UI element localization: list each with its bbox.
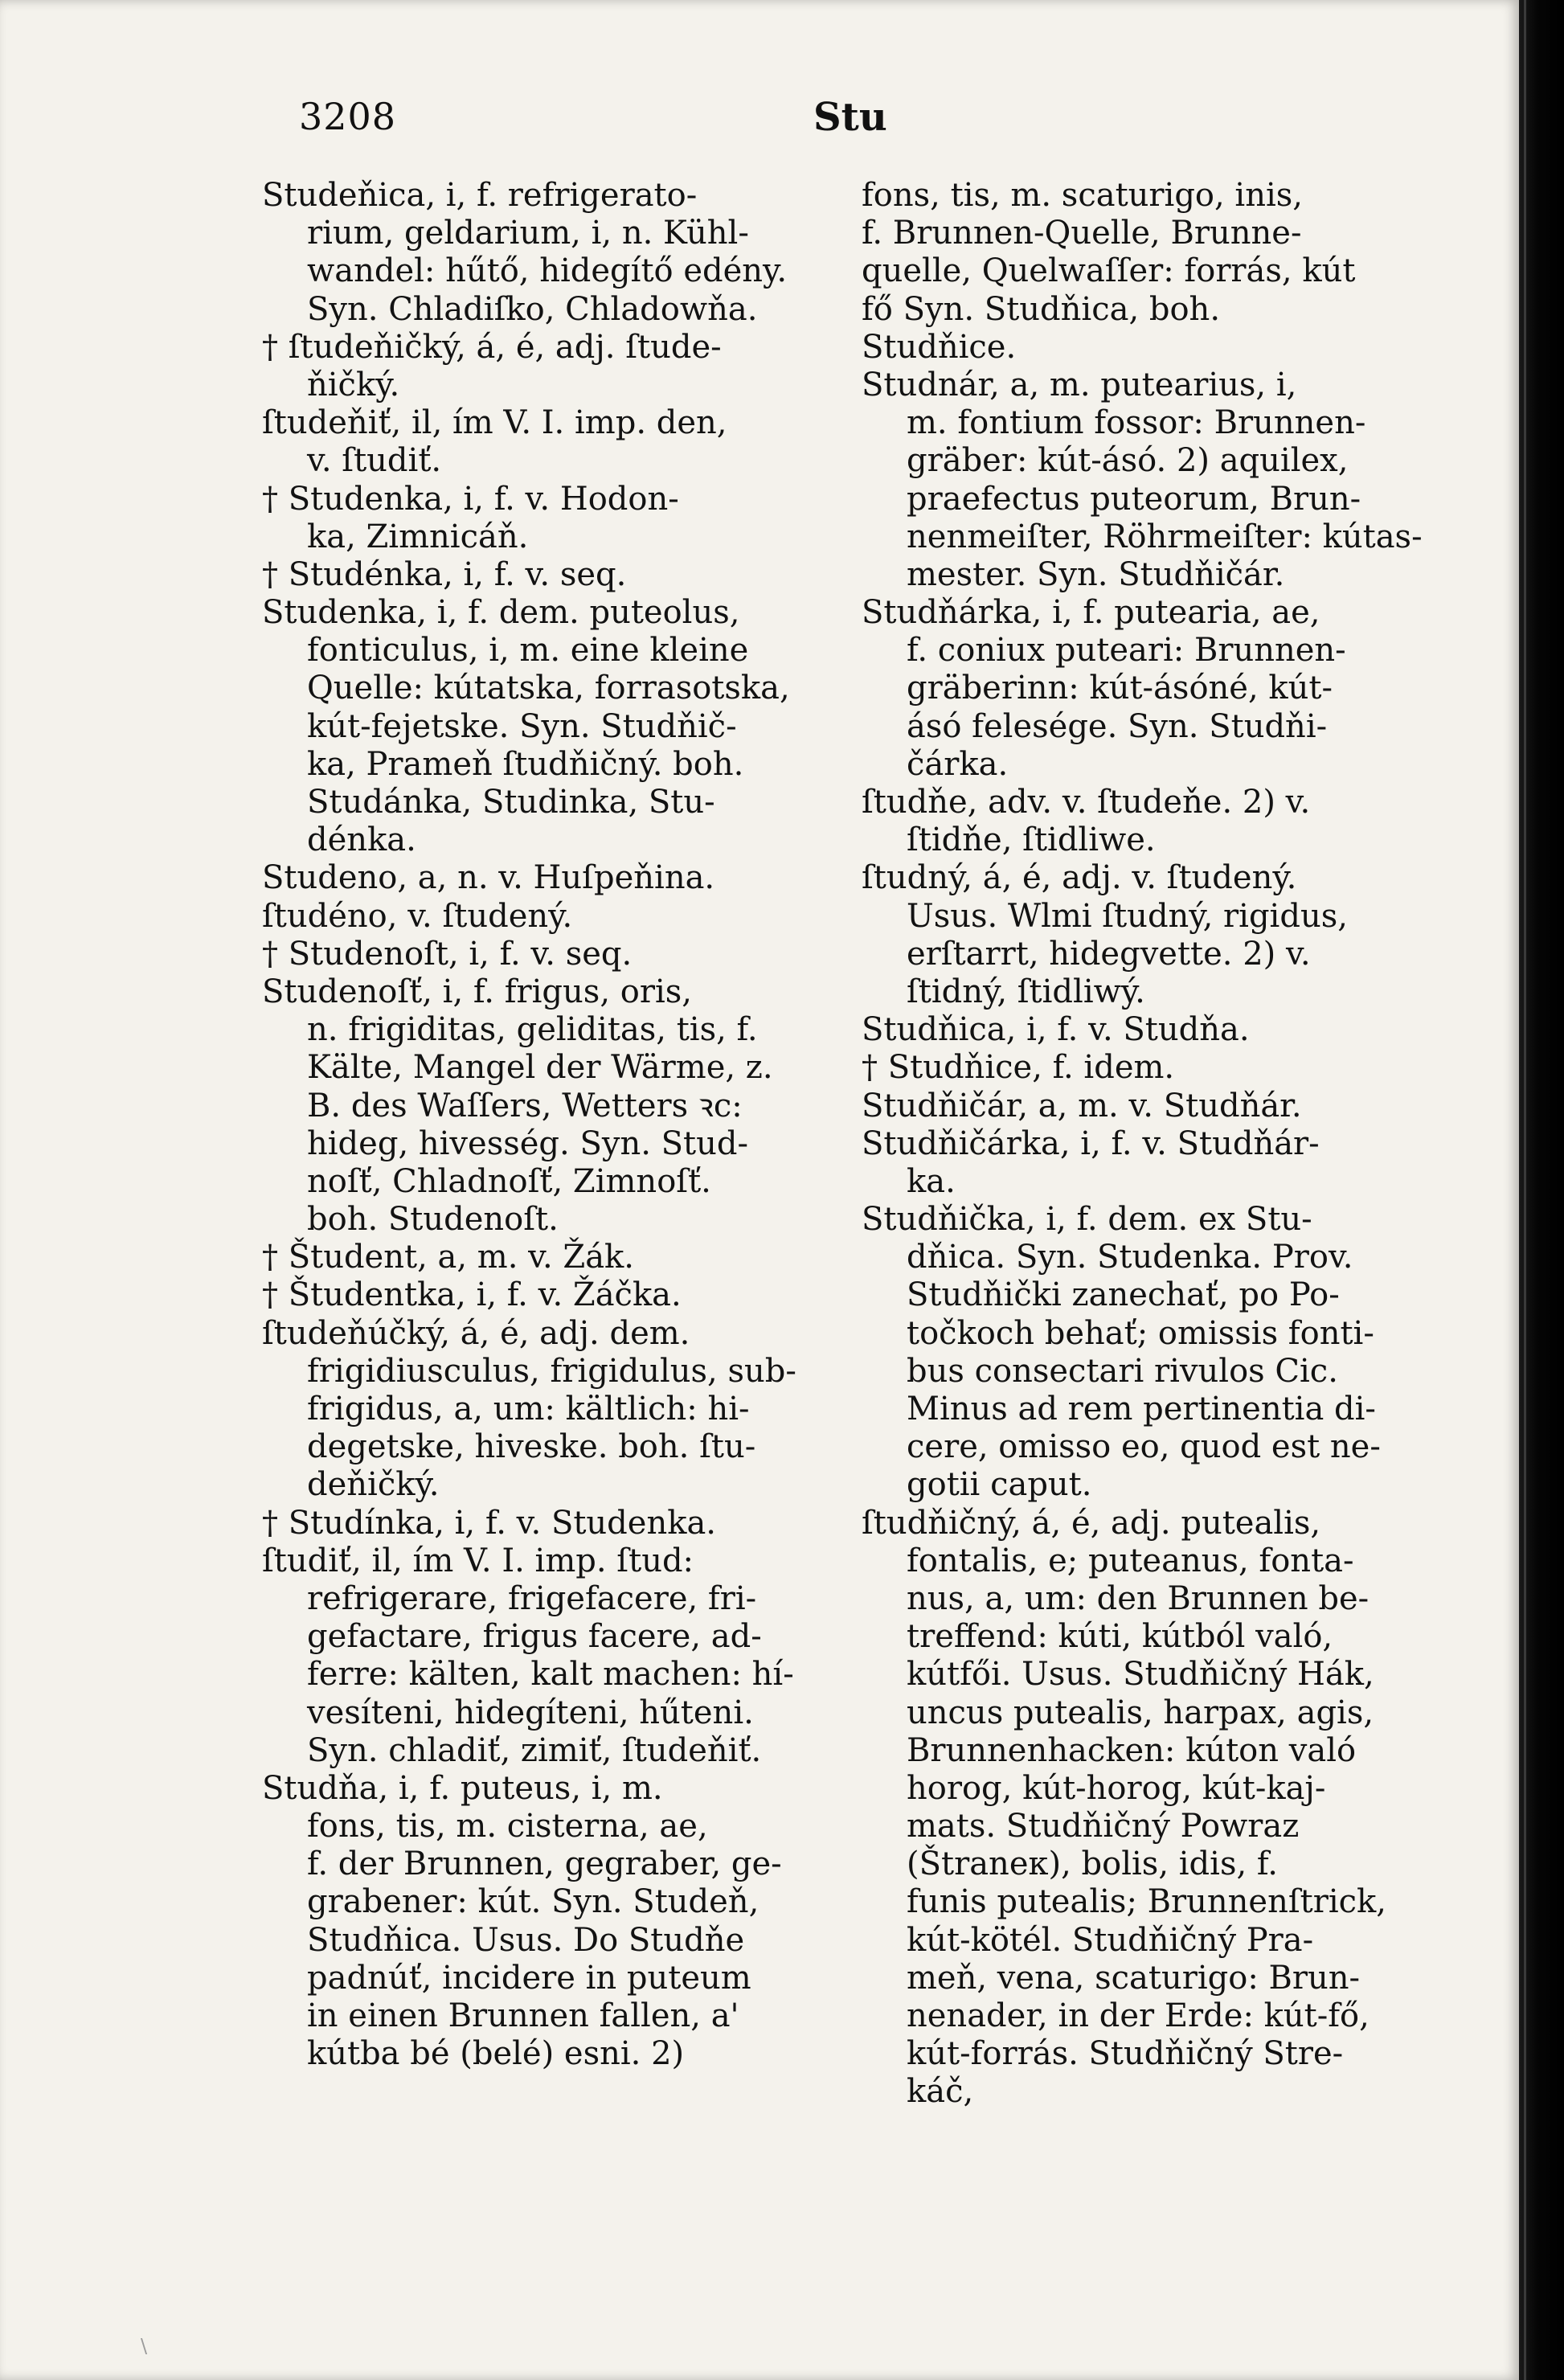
dictionary-line: † ſtudeňičký, á, é, adj. ſtude- xyxy=(262,328,722,366)
dictionary-line: f. Brunnen-Quelle, Brunne- xyxy=(862,215,1302,252)
page-number: 3208 xyxy=(299,95,397,138)
dictionary-line: Studňice. xyxy=(862,328,1017,366)
dictionary-line: Studenoſť, i, f. frigus, oris, xyxy=(262,973,692,1010)
dictionary-line: ſtudeňiť, il, ím V. I. imp. den, xyxy=(262,404,727,442)
dictionary-line: Syn. chladiť, zimiť, ſtudeňiť. xyxy=(307,1731,762,1769)
dictionary-line: degetske, hiveske. boh. ſtu- xyxy=(307,1428,756,1466)
dictionary-line: grabener: kút. Syn. Studeň, xyxy=(307,1883,759,1921)
dictionary-line: ſtudiť, il, ím V. I. imp. ſtud: xyxy=(262,1542,694,1579)
dictionary-line: kútba bé (belé) esni. 2) xyxy=(307,2035,685,2073)
dictionary-line: kútfői. Usus. Studňičný Hák, xyxy=(907,1656,1374,1694)
dictionary-line: gefactare, frigus facere, ad- xyxy=(307,1618,762,1656)
dictionary-line: Studnár, a, m. putearius, i, xyxy=(862,366,1297,403)
dictionary-line: ásó felesége. Syn. Studňi- xyxy=(907,707,1328,745)
dictionary-line: ſtudeňúčký, á, é, adj. dem. xyxy=(262,1314,690,1352)
dictionary-line: Studňička, i, f. dem. ex Stu- xyxy=(862,1201,1312,1239)
dictionary-line: Studňica. Usus. Do Studňe xyxy=(307,1921,745,1959)
dictionary-line: (Štraneк), bolis, idis, f. xyxy=(907,1845,1278,1883)
dictionary-line: † Studňice, f. idem. xyxy=(862,1049,1175,1087)
dictionary-line: ſtidný, ſtidliwý. xyxy=(907,973,1145,1010)
running-head xyxy=(299,95,1448,143)
dictionary-line: nus, a, um: den Brunnen be- xyxy=(907,1579,1370,1617)
dictionary-line: m. fontium fossor: Brunnen- xyxy=(907,404,1366,442)
dictionary-line: ſtudňe, adv. v. ſtudeňe. 2) v. xyxy=(862,784,1311,821)
dictionary-line: in einen Brunnen fallen, a' xyxy=(307,1997,739,2034)
margin-mark: \ xyxy=(141,2335,148,2357)
running-head-word: Stu xyxy=(813,95,887,140)
dictionary-line: fons, tis, m. cisterna, ae, xyxy=(307,1808,708,1845)
dictionary-line: Studeno, a, n. v. Huſpeňina. xyxy=(262,859,715,897)
dictionary-line: fons, tis, m. scaturigo, inis, xyxy=(862,177,1304,214)
dictionary-line: bus consectari rivulos Cic. xyxy=(907,1352,1338,1390)
dictionary-line: Studánka, Studinka, Stu- xyxy=(307,784,715,821)
dictionary-line: Studňa, i, f. puteus, i, m. xyxy=(262,1769,663,1807)
dictionary-line: frigidus, a, um: kältlich: hi- xyxy=(307,1391,750,1428)
dictionary-line: ferre: kälten, kalt machen: hí- xyxy=(307,1656,794,1694)
dictionary-line: Studňica, i, f. v. Studňa. xyxy=(862,1011,1250,1049)
dictionary-line: cere, omisso eo, quod est ne- xyxy=(907,1428,1381,1466)
dictionary-line: ka. xyxy=(907,1162,956,1200)
dictionary-line: čárka. xyxy=(907,745,1009,783)
dictionary-line: dňica. Syn. Studenka. Prov. xyxy=(907,1239,1353,1276)
dictionary-line: funis putealis; Brunnenſtrick, xyxy=(907,1883,1387,1921)
dictionary-line: mats. Studňičný Powraz xyxy=(907,1808,1300,1845)
dictionary-line: noſť, Chladnoſť, Zimnoſť. xyxy=(307,1162,711,1200)
dictionary-line: boh. Studenoſt. xyxy=(307,1201,559,1239)
dictionary-line: erſtarrt, hidegvette. 2) v. xyxy=(907,935,1311,973)
dictionary-line: rium, geldarium, i, n. Kühl- xyxy=(307,215,749,252)
dictionary-line: mester. Syn. Studňičár. xyxy=(907,555,1285,593)
dictionary-line: ka, Prameň ſtudňičný. boh. xyxy=(307,745,744,783)
dictionary-line: Studňički zanechať, po Po- xyxy=(907,1276,1340,1314)
dictionary-line: Studenka, i, f. dem. puteolus, xyxy=(262,594,740,632)
dictionary-line: fő Syn. Studňica, boh. xyxy=(862,290,1221,328)
dictionary-line: Usus. Wlmi ſtudný, rigidus, xyxy=(907,897,1348,935)
dictionary-line: deňičký. xyxy=(307,1466,440,1504)
dictionary-line: Studňárka, i, f. putearia, ae, xyxy=(862,594,1320,632)
dictionary-line: frigidiusculus, frigidulus, sub- xyxy=(307,1352,796,1390)
dictionary-line: † Studínka, i, f. v. Studenka. xyxy=(262,1504,717,1542)
dictionary-line: kút-kötél. Studňičný Pra- xyxy=(907,1921,1314,1959)
dictionary-column-left xyxy=(262,177,857,2073)
dictionary-line: gräber: kút-ásó. 2) aquilex, xyxy=(907,442,1349,480)
dictionary-line: Minus ad rem pertinentia di- xyxy=(907,1391,1376,1428)
dictionary-line: nenader, in der Erde: kút-fő, xyxy=(907,1997,1370,2034)
dictionary-line: † Studenka, i, f. v. Hodon- xyxy=(262,480,679,518)
dictionary-line: Syn. Chladiſko, Chladowňa. xyxy=(307,290,758,328)
dictionary-line: točkoch behať; omissis fonti- xyxy=(907,1314,1374,1352)
dictionary-line: fontalis, e; puteanus, fonta- xyxy=(907,1542,1354,1579)
dictionary-line: fonticulus, i, m. eine kleine xyxy=(307,632,749,670)
dictionary-line: † Študentka, i, f. v. Žáčka. xyxy=(262,1276,682,1314)
dictionary-line: ſtudéno, v. ſtudený. xyxy=(262,897,573,935)
dictionary-line: n. frigiditas, geliditas, tis, f. xyxy=(307,1011,758,1049)
dictionary-line: † Studénka, i, f. v. seq. xyxy=(262,555,627,593)
dictionary-line: Studňičár, a, m. v. Studňár. xyxy=(862,1087,1302,1124)
dictionary-line: Studeňica, i, f. refrigerato- xyxy=(262,177,698,214)
dictionary-line: vesíteni, hidegíteni, hűteni. xyxy=(307,1694,754,1731)
dictionary-line: Studňičárka, i, f. v. Studňár- xyxy=(862,1124,1320,1162)
dictionary-line: † Studenoſt, i, f. v. seq. xyxy=(262,935,633,973)
dictionary-line: ňičký. xyxy=(307,366,400,403)
dictionary-line: ſtidňe, ſtidliwe. xyxy=(907,821,1156,859)
dictionary-line: f. coniux puteari: Brunnen- xyxy=(907,632,1346,670)
dictionary-line: Quelle: kútatska, forrasotska, xyxy=(307,670,790,707)
dictionary-line: káč, xyxy=(907,2073,974,2111)
dictionary-line: horog, kút-horog, kút-kaj- xyxy=(907,1769,1326,1807)
dictionary-line: wandel: hűtő, hidegítő edény. xyxy=(307,252,788,290)
dictionary-line: f. der Brunnen, gegraber, ge- xyxy=(307,1845,782,1883)
dictionary-line: kút-forrás. Studňičný Stre- xyxy=(907,2035,1344,2073)
dictionary-column-right xyxy=(862,177,1448,2112)
dictionary-line: † Študent, a, m. v. Žák. xyxy=(262,1239,635,1276)
dictionary-line: padnúť, incidere in puteum xyxy=(307,1959,751,1997)
dictionary-line: Kälte, Mangel der Wärme, z. xyxy=(307,1049,773,1087)
dictionary-line: dénka. xyxy=(307,821,416,859)
dictionary-line: kút-fejetske. Syn. Studňič- xyxy=(307,707,737,745)
dictionary-line: ſtudňičný, á, é, adj. putealis, xyxy=(862,1504,1321,1542)
page-edge-shadow xyxy=(1519,0,1564,2380)
dictionary-line: B. des Waſſers, Wetters ꝛc: xyxy=(307,1087,743,1124)
dictionary-line: gotii caput. xyxy=(907,1466,1092,1504)
dictionary-line: Brunnenhacken: kúton való xyxy=(907,1731,1357,1769)
dictionary-line: ka, Zimnicáň. xyxy=(307,518,529,555)
dictionary-line: uncus putealis, harpax, agis, xyxy=(907,1694,1374,1731)
dictionary-line: hideg, hivesség. Syn. Stud- xyxy=(307,1124,749,1162)
dictionary-line: refrigerare, frigefacere, fri- xyxy=(307,1579,757,1617)
dictionary-line: quelle, Quelwaſſer: forrás, kút xyxy=(862,252,1356,290)
dictionary-line: ſtudný, á, é, adj. v. ſtudený. xyxy=(862,859,1297,897)
dictionary-line: gräberinn: kút-ásóné, kút- xyxy=(907,670,1333,707)
dictionary-line: v. ſtudiť. xyxy=(307,442,442,480)
dictionary-line: praefectus puteorum, Brun- xyxy=(907,480,1361,518)
dictionary-line: nenmeiſter, Röhrmeiſter: kútas- xyxy=(907,518,1423,555)
dictionary-line: treffend: kúti, kútból való, xyxy=(907,1618,1333,1656)
dictionary-line: meň, vena, scaturigo: Brun- xyxy=(907,1959,1361,1997)
